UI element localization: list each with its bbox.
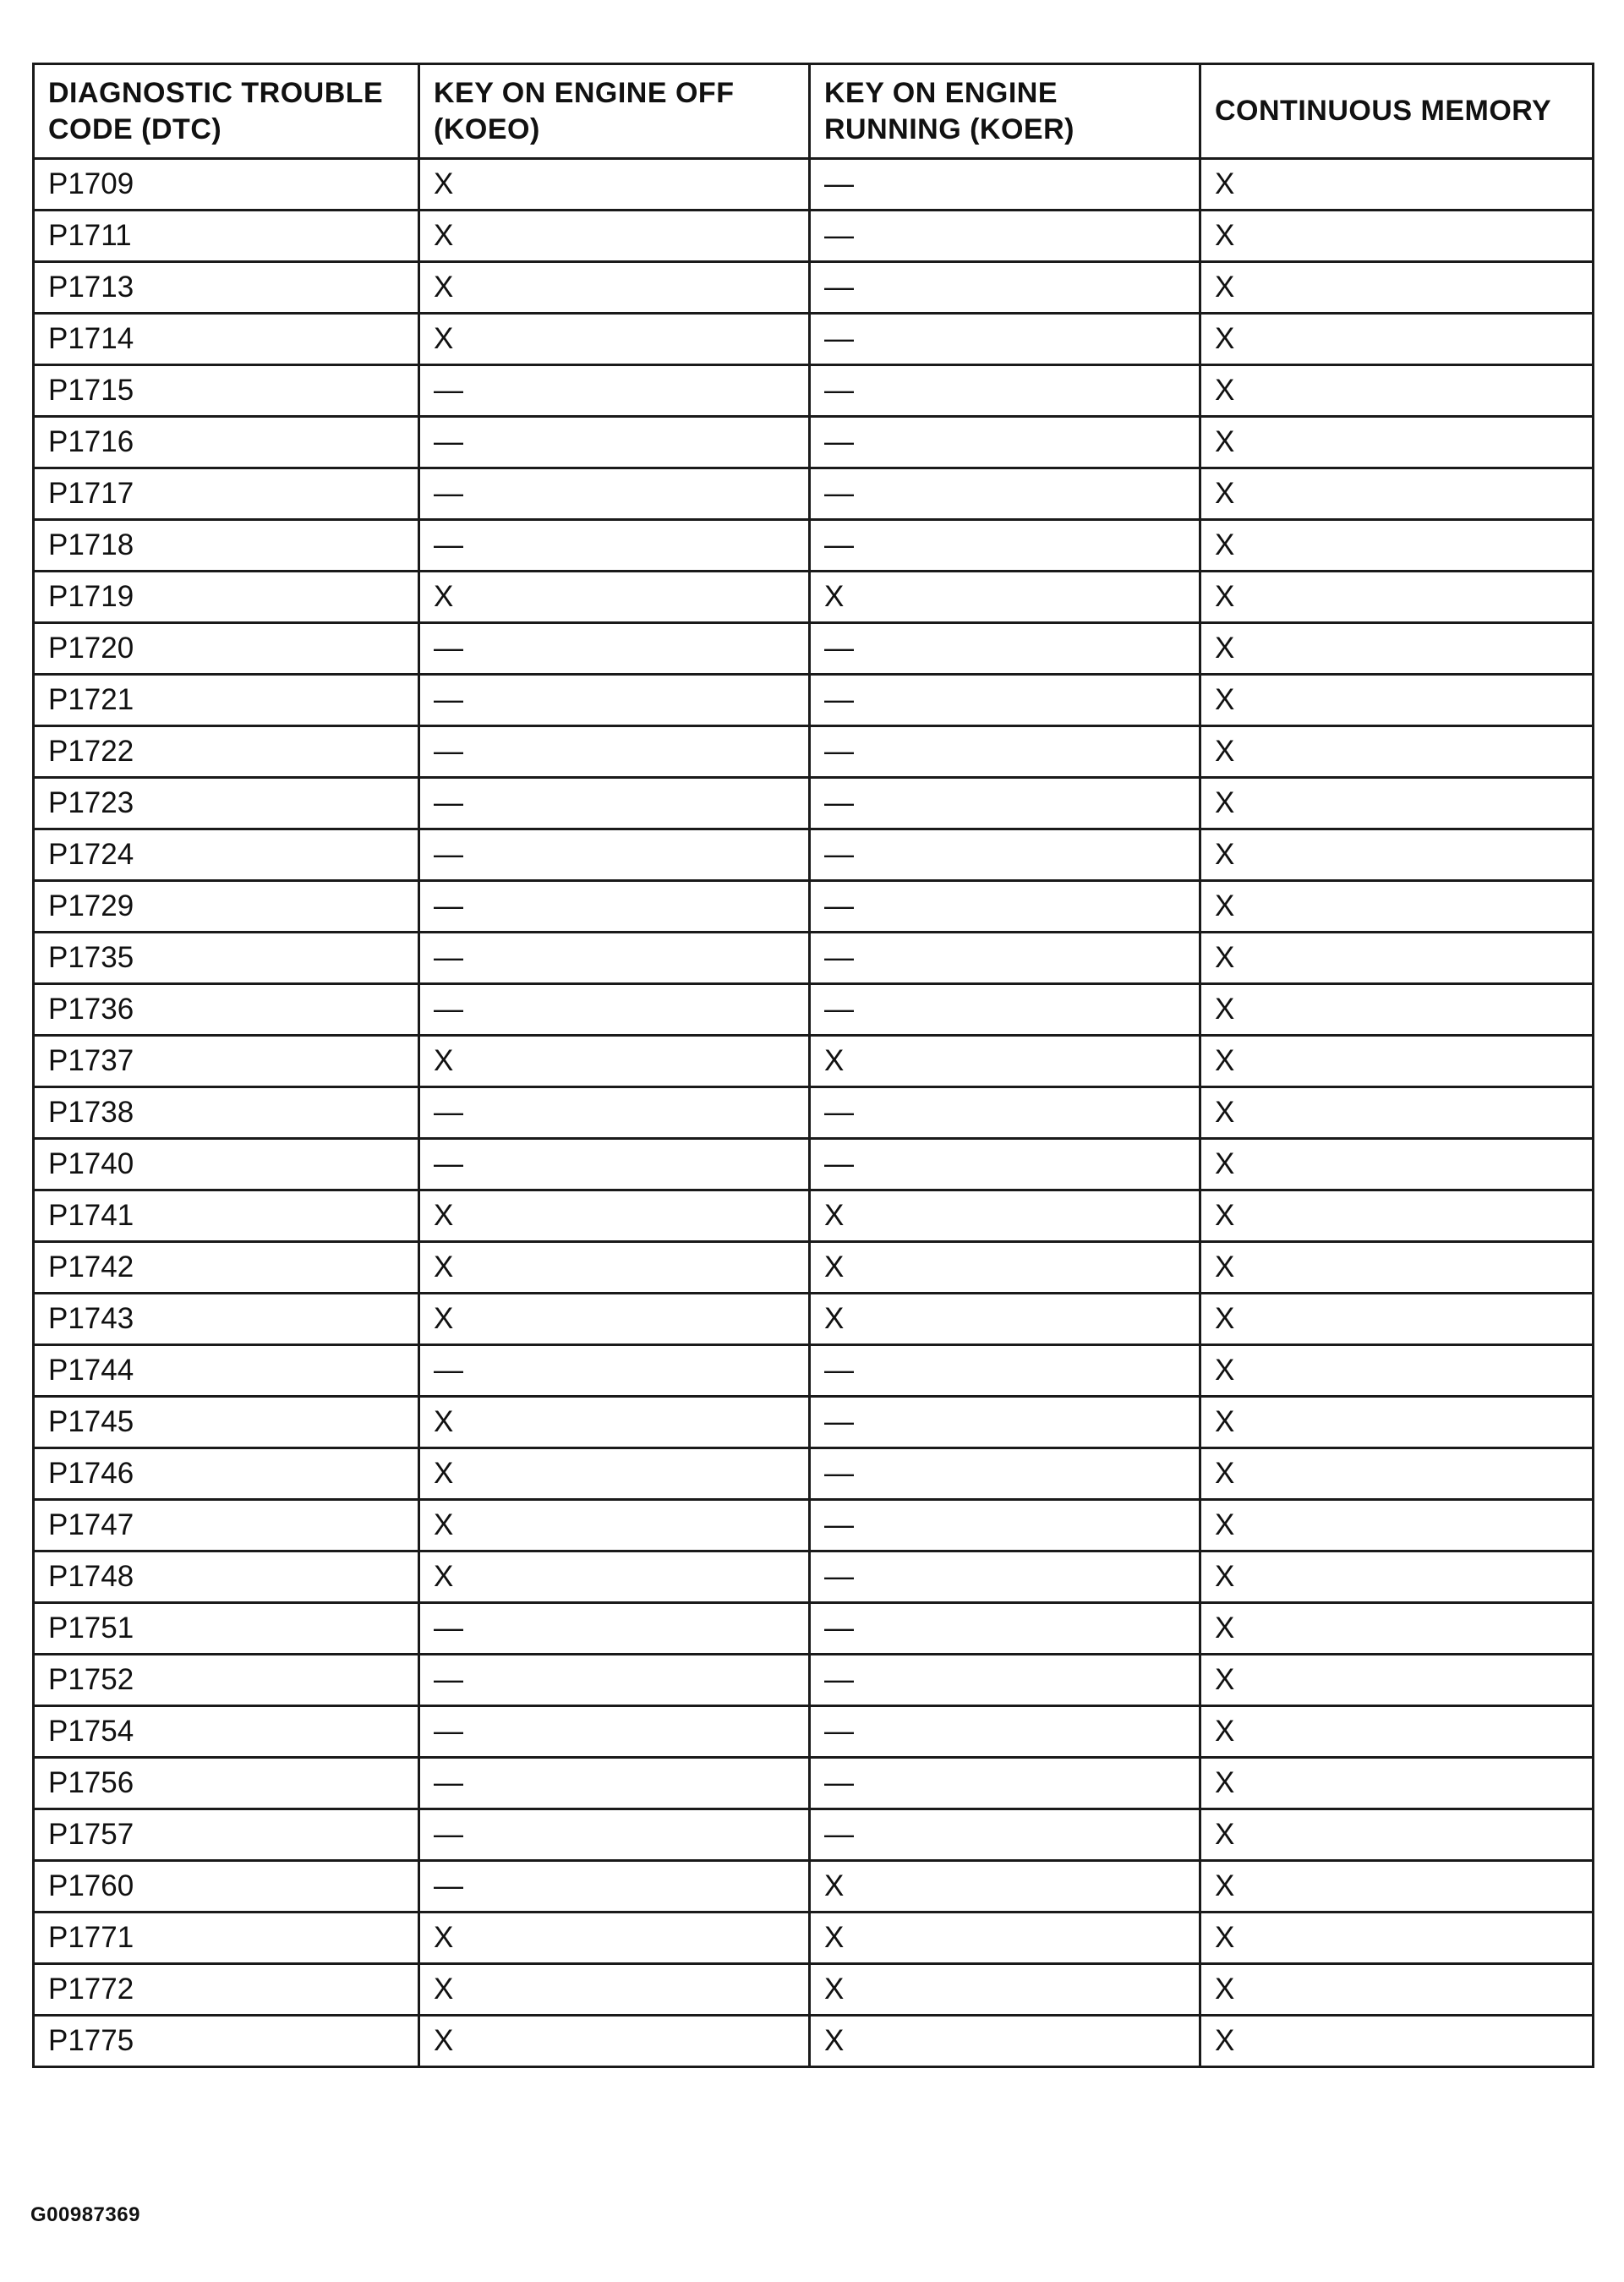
- koeo-cell: X: [419, 1294, 810, 1345]
- continuous-memory-cell: X: [1200, 1345, 1594, 1397]
- dtc-cell: P1748: [34, 1551, 419, 1603]
- dtc-cell: P1737: [34, 1036, 419, 1087]
- continuous-memory-cell: X: [1200, 933, 1594, 984]
- header-continuous-memory: CONTINUOUS MEMORY: [1200, 64, 1594, 159]
- koeo-cell: —: [419, 468, 810, 520]
- table-row: [34, 1448, 1594, 1500]
- table-row: [34, 1500, 1594, 1551]
- continuous-memory-cell: X: [1200, 675, 1594, 726]
- continuous-memory-cell: X: [1200, 1758, 1594, 1809]
- koeo-cell: —: [419, 1706, 810, 1758]
- dtc-cell: P1713: [34, 262, 419, 314]
- table-row: [34, 1036, 1594, 1087]
- table-row: [34, 1809, 1594, 1861]
- table-body: [34, 159, 1594, 2067]
- koer-cell: —: [810, 623, 1200, 675]
- table-row: [34, 1603, 1594, 1655]
- koer-cell: X: [810, 1861, 1200, 1913]
- koeo-cell: X: [419, 1551, 810, 1603]
- koeo-cell: X: [419, 1913, 810, 1964]
- koer-cell: —: [810, 365, 1200, 417]
- table-row: [34, 623, 1594, 675]
- dtc-cell: P1741: [34, 1190, 419, 1242]
- table-row: [34, 417, 1594, 468]
- table-row: [34, 829, 1594, 881]
- dtc-cell: P1744: [34, 1345, 419, 1397]
- koeo-cell: X: [419, 1964, 810, 2016]
- koer-cell: X: [810, 1036, 1200, 1087]
- table-row: [34, 520, 1594, 572]
- table-row: [34, 1655, 1594, 1706]
- table-row: [34, 468, 1594, 520]
- table-row: [34, 365, 1594, 417]
- koer-cell: —: [810, 1345, 1200, 1397]
- table-row: [34, 1242, 1594, 1294]
- dtc-cell: P1715: [34, 365, 419, 417]
- koeo-cell: X: [419, 1397, 810, 1448]
- continuous-memory-cell: X: [1200, 1655, 1594, 1706]
- koeo-cell: —: [419, 365, 810, 417]
- koer-cell: —: [810, 159, 1200, 211]
- figure-id-caption: G00987369: [30, 2203, 140, 2226]
- dtc-cell: P1720: [34, 623, 419, 675]
- table-row: [34, 1139, 1594, 1190]
- koeo-cell: X: [419, 1190, 810, 1242]
- dtc-cell: P1716: [34, 417, 419, 468]
- koeo-cell: X: [419, 1448, 810, 1500]
- koer-cell: X: [810, 1190, 1200, 1242]
- dtc-cell: P1721: [34, 675, 419, 726]
- koeo-cell: —: [419, 623, 810, 675]
- koeo-cell: X: [419, 159, 810, 211]
- dtc-cell: P1723: [34, 778, 419, 829]
- dtc-cell: P1745: [34, 1397, 419, 1448]
- koeo-cell: —: [419, 881, 810, 933]
- dtc-cell: P1736: [34, 984, 419, 1036]
- table-row: [34, 1294, 1594, 1345]
- koer-cell: —: [810, 881, 1200, 933]
- koeo-cell: X: [419, 572, 810, 623]
- header-koeo: KEY ON ENGINE OFF (KOEO): [419, 64, 810, 159]
- table-row: [34, 572, 1594, 623]
- dtc-cell: P1752: [34, 1655, 419, 1706]
- continuous-memory-cell: X: [1200, 1809, 1594, 1861]
- koeo-cell: X: [419, 262, 810, 314]
- koer-cell: —: [810, 211, 1200, 262]
- continuous-memory-cell: X: [1200, 1036, 1594, 1087]
- koer-cell: —: [810, 262, 1200, 314]
- table-row: [34, 778, 1594, 829]
- dtc-cell: P1771: [34, 1913, 419, 1964]
- dtc-cell: P1717: [34, 468, 419, 520]
- continuous-memory-cell: X: [1200, 1964, 1594, 2016]
- dtc-cell: P1743: [34, 1294, 419, 1345]
- continuous-memory-cell: X: [1200, 314, 1594, 365]
- koeo-cell: —: [419, 1758, 810, 1809]
- dtc-cell: P1729: [34, 881, 419, 933]
- header-dtc: DIAGNOSTIC TROUBLE CODE (DTC): [34, 64, 419, 159]
- koer-cell: X: [810, 1913, 1200, 1964]
- table-row: [34, 1964, 1594, 2016]
- dtc-cell: P1757: [34, 1809, 419, 1861]
- dtc-cell: P1754: [34, 1706, 419, 1758]
- koeo-cell: —: [419, 1603, 810, 1655]
- koer-cell: —: [810, 1551, 1200, 1603]
- table-row: [34, 726, 1594, 778]
- dtc-cell: P1747: [34, 1500, 419, 1551]
- koer-cell: —: [810, 675, 1200, 726]
- dtc-cell: P1775: [34, 2016, 419, 2067]
- continuous-memory-cell: X: [1200, 2016, 1594, 2067]
- koeo-cell: —: [419, 829, 810, 881]
- table-row: [34, 262, 1594, 314]
- koer-cell: —: [810, 778, 1200, 829]
- dtc-cell: P1735: [34, 933, 419, 984]
- continuous-memory-cell: X: [1200, 417, 1594, 468]
- koeo-cell: —: [419, 933, 810, 984]
- dtc-cell: P1722: [34, 726, 419, 778]
- continuous-memory-cell: X: [1200, 1397, 1594, 1448]
- table-row: [34, 984, 1594, 1036]
- table-row: [34, 211, 1594, 262]
- koeo-cell: —: [419, 726, 810, 778]
- dtc-table: [32, 63, 1594, 2068]
- continuous-memory-cell: X: [1200, 726, 1594, 778]
- koer-cell: —: [810, 1500, 1200, 1551]
- continuous-memory-cell: X: [1200, 1913, 1594, 1964]
- continuous-memory-cell: X: [1200, 572, 1594, 623]
- continuous-memory-cell: X: [1200, 520, 1594, 572]
- table-row: [34, 1551, 1594, 1603]
- koer-cell: —: [810, 520, 1200, 572]
- koer-cell: —: [810, 726, 1200, 778]
- koer-cell: X: [810, 1294, 1200, 1345]
- koer-cell: —: [810, 933, 1200, 984]
- dtc-cell: P1719: [34, 572, 419, 623]
- continuous-memory-cell: X: [1200, 1861, 1594, 1913]
- koer-cell: X: [810, 572, 1200, 623]
- table-row: [34, 314, 1594, 365]
- dtc-cell: P1751: [34, 1603, 419, 1655]
- dtc-cell: P1772: [34, 1964, 419, 2016]
- koeo-cell: —: [419, 1345, 810, 1397]
- continuous-memory-cell: X: [1200, 829, 1594, 881]
- table-row: [34, 159, 1594, 211]
- continuous-memory-cell: X: [1200, 778, 1594, 829]
- koeo-cell: —: [419, 1809, 810, 1861]
- koeo-cell: —: [419, 520, 810, 572]
- koeo-cell: X: [419, 2016, 810, 2067]
- table-header-row: [34, 64, 1594, 159]
- koer-cell: —: [810, 1603, 1200, 1655]
- header-koer: KEY ON ENGINE RUNNING (KOER): [810, 64, 1200, 159]
- table-row: [34, 1087, 1594, 1139]
- koer-cell: —: [810, 829, 1200, 881]
- koeo-cell: —: [419, 1087, 810, 1139]
- table-row: [34, 2016, 1594, 2067]
- table-row: [34, 1913, 1594, 1964]
- koer-cell: —: [810, 1758, 1200, 1809]
- continuous-memory-cell: X: [1200, 365, 1594, 417]
- continuous-memory-cell: X: [1200, 159, 1594, 211]
- continuous-memory-cell: X: [1200, 1242, 1594, 1294]
- koeo-cell: X: [419, 1500, 810, 1551]
- koeo-cell: —: [419, 1139, 810, 1190]
- table-row: [34, 1861, 1594, 1913]
- table-row: [34, 933, 1594, 984]
- dtc-cell: P1724: [34, 829, 419, 881]
- koeo-cell: X: [419, 1036, 810, 1087]
- table-row: [34, 881, 1594, 933]
- continuous-memory-cell: X: [1200, 211, 1594, 262]
- continuous-memory-cell: X: [1200, 623, 1594, 675]
- continuous-memory-cell: X: [1200, 1706, 1594, 1758]
- koer-cell: X: [810, 1964, 1200, 2016]
- koer-cell: —: [810, 468, 1200, 520]
- koer-cell: X: [810, 1242, 1200, 1294]
- koer-cell: —: [810, 1397, 1200, 1448]
- continuous-memory-cell: X: [1200, 1139, 1594, 1190]
- koer-cell: —: [810, 984, 1200, 1036]
- koer-cell: —: [810, 417, 1200, 468]
- koer-cell: —: [810, 1706, 1200, 1758]
- table-row: [34, 1397, 1594, 1448]
- table-row: [34, 1190, 1594, 1242]
- koeo-cell: X: [419, 1242, 810, 1294]
- koer-cell: X: [810, 2016, 1200, 2067]
- koeo-cell: —: [419, 417, 810, 468]
- continuous-memory-cell: X: [1200, 1448, 1594, 1500]
- dtc-cell: P1760: [34, 1861, 419, 1913]
- dtc-cell: P1709: [34, 159, 419, 211]
- dtc-cell: P1718: [34, 520, 419, 572]
- koeo-cell: —: [419, 1861, 810, 1913]
- table-row: [34, 1758, 1594, 1809]
- continuous-memory-cell: X: [1200, 984, 1594, 1036]
- dtc-cell: P1746: [34, 1448, 419, 1500]
- koer-cell: —: [810, 314, 1200, 365]
- dtc-cell: P1738: [34, 1087, 419, 1139]
- koer-cell: —: [810, 1448, 1200, 1500]
- koeo-cell: —: [419, 1655, 810, 1706]
- koer-cell: —: [810, 1809, 1200, 1861]
- continuous-memory-cell: X: [1200, 1087, 1594, 1139]
- table-row: [34, 675, 1594, 726]
- dtc-cell: P1756: [34, 1758, 419, 1809]
- continuous-memory-cell: X: [1200, 1551, 1594, 1603]
- continuous-memory-cell: X: [1200, 881, 1594, 933]
- dtc-cell: P1711: [34, 211, 419, 262]
- continuous-memory-cell: X: [1200, 262, 1594, 314]
- koer-cell: —: [810, 1655, 1200, 1706]
- table-row: [34, 1706, 1594, 1758]
- koeo-cell: X: [419, 314, 810, 365]
- continuous-memory-cell: X: [1200, 1294, 1594, 1345]
- continuous-memory-cell: X: [1200, 1603, 1594, 1655]
- continuous-memory-cell: X: [1200, 468, 1594, 520]
- koeo-cell: —: [419, 778, 810, 829]
- koer-cell: —: [810, 1087, 1200, 1139]
- koer-cell: —: [810, 1139, 1200, 1190]
- koeo-cell: —: [419, 675, 810, 726]
- table-row: [34, 1345, 1594, 1397]
- koeo-cell: —: [419, 984, 810, 1036]
- dtc-cell: P1740: [34, 1139, 419, 1190]
- continuous-memory-cell: X: [1200, 1500, 1594, 1551]
- continuous-memory-cell: X: [1200, 1190, 1594, 1242]
- koeo-cell: X: [419, 211, 810, 262]
- dtc-cell: P1714: [34, 314, 419, 365]
- dtc-cell: P1742: [34, 1242, 419, 1294]
